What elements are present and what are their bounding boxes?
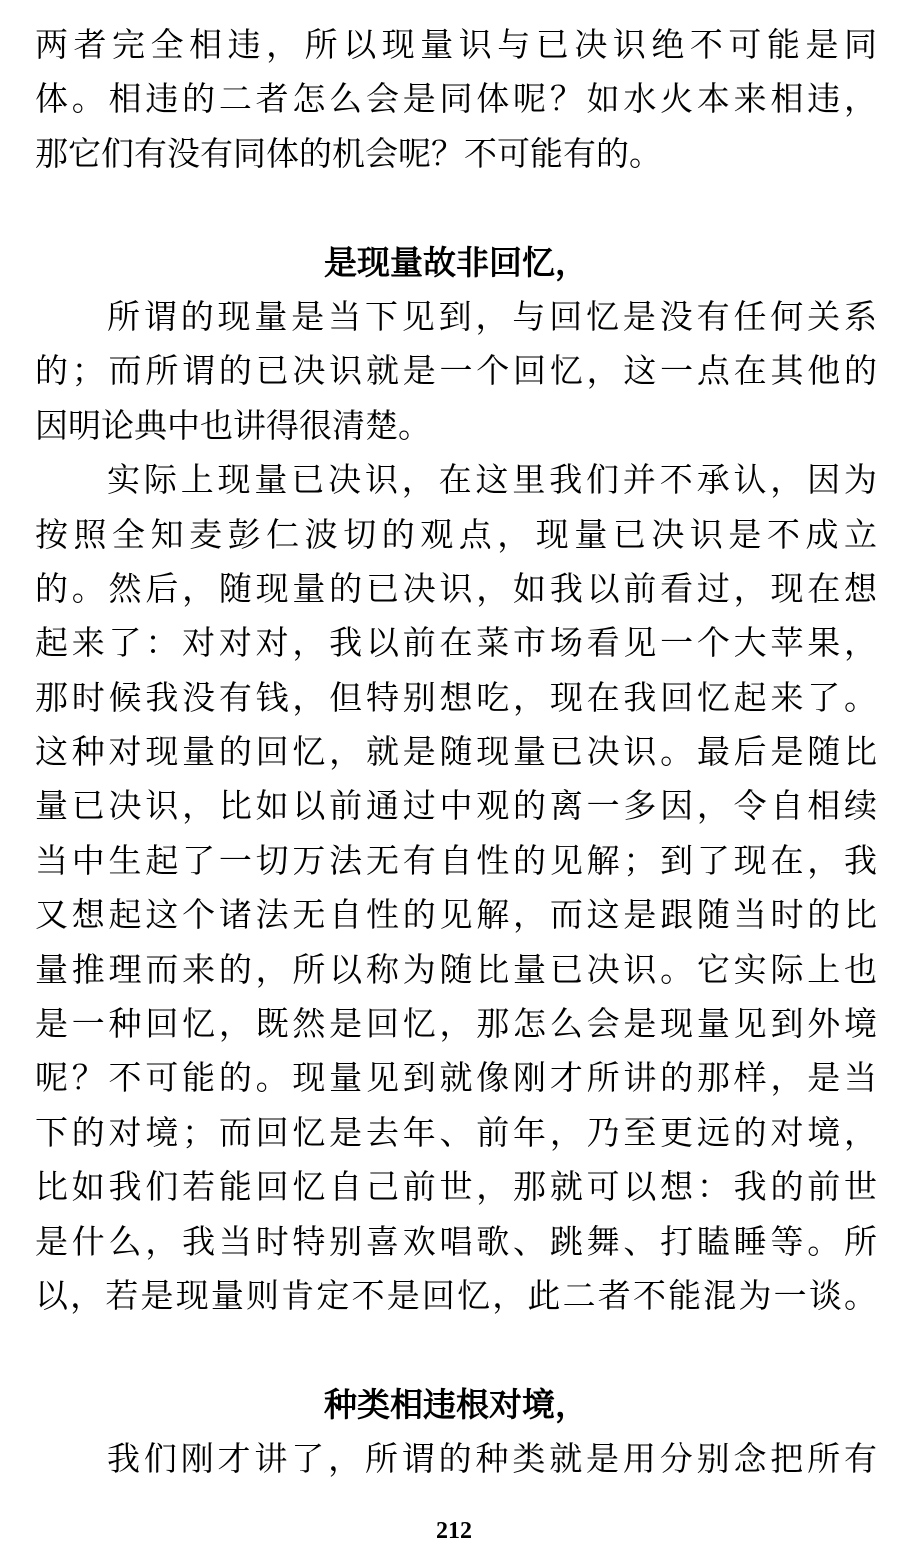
text-line: 量已决识，比如以前通过中观的离一多因，令自相续 (35, 786, 877, 826)
verse-heading: 是现量故非回忆， (324, 242, 588, 282)
text-line: 下的对境；而回忆是去年、前年，乃至更远的对境， (35, 1112, 877, 1152)
text-line: 比如我们若能回忆自己前世，那就可以想：我的前世 (35, 1167, 877, 1207)
text-line: 呢？不可能的。现量见到就像刚才所讲的那样，是当 (35, 1058, 877, 1098)
text-line: 起来了：对对对，我以前在菜市场看见一个大苹果， (35, 623, 877, 663)
page-body (35, 18, 877, 1487)
text-line: 量推理而来的，所以称为随比量已决识。它实际上也 (35, 949, 877, 989)
text-line: 以，若是现量则肯定不是回忆，此二者不能混为一谈。 (35, 1275, 877, 1315)
text-line: 的。然后，随现量的已决识，如我以前看过，现在想 (35, 568, 877, 608)
text-line: 的；而所谓的已决识就是一个回忆，这一点在其他的 (35, 351, 877, 391)
text-line: 是一种回忆，既然是回忆，那怎么会是现量见到外境 (35, 1004, 877, 1044)
text-line: 那它们有没有同体的机会呢？不可能有的。 (35, 133, 662, 173)
paragraph (35, 1432, 877, 1486)
page-number: 212 (436, 1518, 472, 1544)
text-line: 因明论典中也讲得很清楚。 (35, 405, 431, 445)
text-line: 所谓的现量是当下见到，与回忆是没有任何关系 (107, 296, 877, 336)
text-line: 我们刚才讲了，所谓的种类就是用分别念把所有 (107, 1439, 877, 1479)
spacer (35, 181, 877, 235)
paragraph (35, 290, 877, 453)
text-line: 这种对现量的回忆，就是随现量已决识。最后是随比 (35, 732, 877, 772)
paragraph (35, 18, 877, 181)
text-line: 两者完全相违，所以现量识与已决识绝不可能是同 (35, 25, 877, 64)
verse-heading: 种类相违根对境， (324, 1384, 588, 1424)
text-line: 又想起这个诸法无自性的见解，而这是跟随当时的比 (35, 895, 877, 935)
text-line: 那时候我没有钱，但特别想吃，现在我回忆起来了。 (35, 677, 877, 717)
spacer (35, 1323, 877, 1377)
text-line: 体。相违的二者怎么会是同体呢？如水火本来相违， (35, 79, 877, 119)
text-line: 是什么，我当时特别喜欢唱歌、跳舞、打瞌睡等。所 (35, 1221, 877, 1261)
text-line: 实际上现量已决识，在这里我们并不承认，因为 (107, 460, 877, 500)
text-line: 当中生起了一切万法无有自性的见解；到了现在，我 (35, 840, 877, 880)
paragraph (35, 453, 877, 1323)
text-line: 按照全知麦彭仁波切的观点，现量已决识是不成立 (35, 514, 877, 554)
